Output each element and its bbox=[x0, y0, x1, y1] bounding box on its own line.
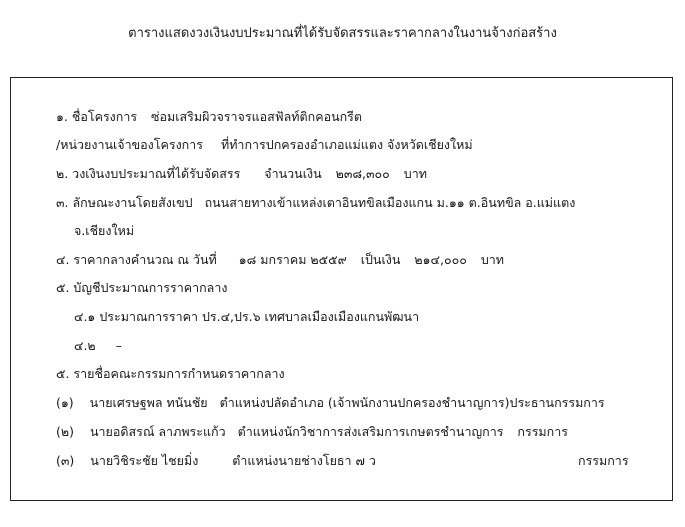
reference-price-row bbox=[56, 252, 504, 268]
work-description-continued: จ.เชียงใหม่ bbox=[74, 223, 135, 238]
committee-member-position: ตำแหน่งนักวิชาการส่งเสริมการเกษตรชำนาญการ bbox=[237, 424, 504, 439]
reference-price-label: ๔. ราคากลางคำนวณ ณ วันที่ bbox=[56, 252, 217, 267]
work-description-row bbox=[56, 195, 575, 211]
committee-member-num: (๓) bbox=[56, 453, 75, 468]
committee-member-row bbox=[56, 395, 605, 411]
committee-member-row bbox=[56, 453, 376, 469]
committee-member-position: ตำแหน่งปลัดอำเภอ (เจ้าพนักงานปกครองชำนาญการ)ประธานกรรมการ bbox=[219, 395, 605, 410]
work-description-label: ๓. ลักษณะงานโดยสังเขป bbox=[56, 195, 193, 210]
budget-label: ๒. วงเงินงบประมาณที่ได้รับจัดสรร bbox=[56, 166, 241, 181]
committee-member-row bbox=[56, 424, 568, 440]
reference-price-amount-label: เป็นเงิน bbox=[360, 252, 401, 267]
price-list-item-2-num: ๔.๒ bbox=[74, 338, 96, 353]
owner-agency-row bbox=[56, 137, 473, 153]
budget-amount: ๒๓๘,๓๐๐ bbox=[335, 166, 390, 181]
project-name-row bbox=[56, 109, 362, 125]
reference-price-date: ๑๘ มกราคม ๒๕๕๙ bbox=[238, 252, 347, 267]
reference-price-unit: บาท bbox=[480, 252, 505, 267]
committee-member-name: นายวิชิระชัย ไชยมิ่ง bbox=[90, 453, 199, 468]
price-list-heading: ๕. บัญชีประมาณการราคากลาง bbox=[56, 280, 228, 295]
document-title: ตารางแสดงวงเงินงบประมาณที่ได้รับจัดสรรและราคากลางในงานจ้างก่อสร้าง bbox=[128, 26, 557, 41]
project-name-label: ๑. ชื่อโครงการ bbox=[56, 109, 138, 124]
work-description-value: ถนนสายทางเข้าแหล่งเตาอินทขิลเมืองแกน ม.๑๑ ต.อินทขิล อ.แม่แตง bbox=[204, 195, 576, 210]
committee-member-name: นายเศรษฐพล ทนันชัย bbox=[89, 395, 208, 410]
project-name-value: ซ่อมเสริมผิวจราจรแอสฟัลท์ติกคอนกรีต bbox=[151, 109, 363, 124]
committee-member-num: (๑) bbox=[56, 395, 74, 410]
budget-unit: บาท bbox=[403, 166, 427, 181]
budget-row bbox=[56, 166, 427, 182]
price-list-item-2-value: – bbox=[115, 338, 122, 353]
price-list-item-2 bbox=[74, 338, 122, 354]
committee-member-role: กรรมการ bbox=[578, 453, 629, 468]
committee-member-name: นายอดิสรณ์ ลาภพระแก้ว bbox=[89, 424, 226, 439]
owner-agency-label: /หน่วยงานเจ้าของโครงการ bbox=[56, 137, 203, 152]
committee-member-position: ตำแหน่งนายช่างโยธา ๗ ว bbox=[232, 453, 376, 468]
price-list-item-1: ๔.๑ ประมาณการราคา ปร.๔,ปร.๖ เทศบาลเมืองเมืองแกนพัฒนา bbox=[74, 309, 420, 324]
owner-agency-value: ที่ทำการปกครองอำเภอแม่แตง จังหวัดเชียงใหม่ bbox=[220, 137, 473, 152]
reference-price-amount: ๒๑๔,๐๐๐ bbox=[414, 252, 467, 267]
committee-member-num: (๒) bbox=[56, 424, 74, 439]
budget-amount-label: จำนวนเงิน bbox=[264, 166, 322, 181]
committee-member-role: กรรมการ bbox=[517, 424, 568, 439]
committee-heading: ๕. รายชื่อคณะกรรมการกำหนดราคากลาง bbox=[56, 366, 285, 381]
